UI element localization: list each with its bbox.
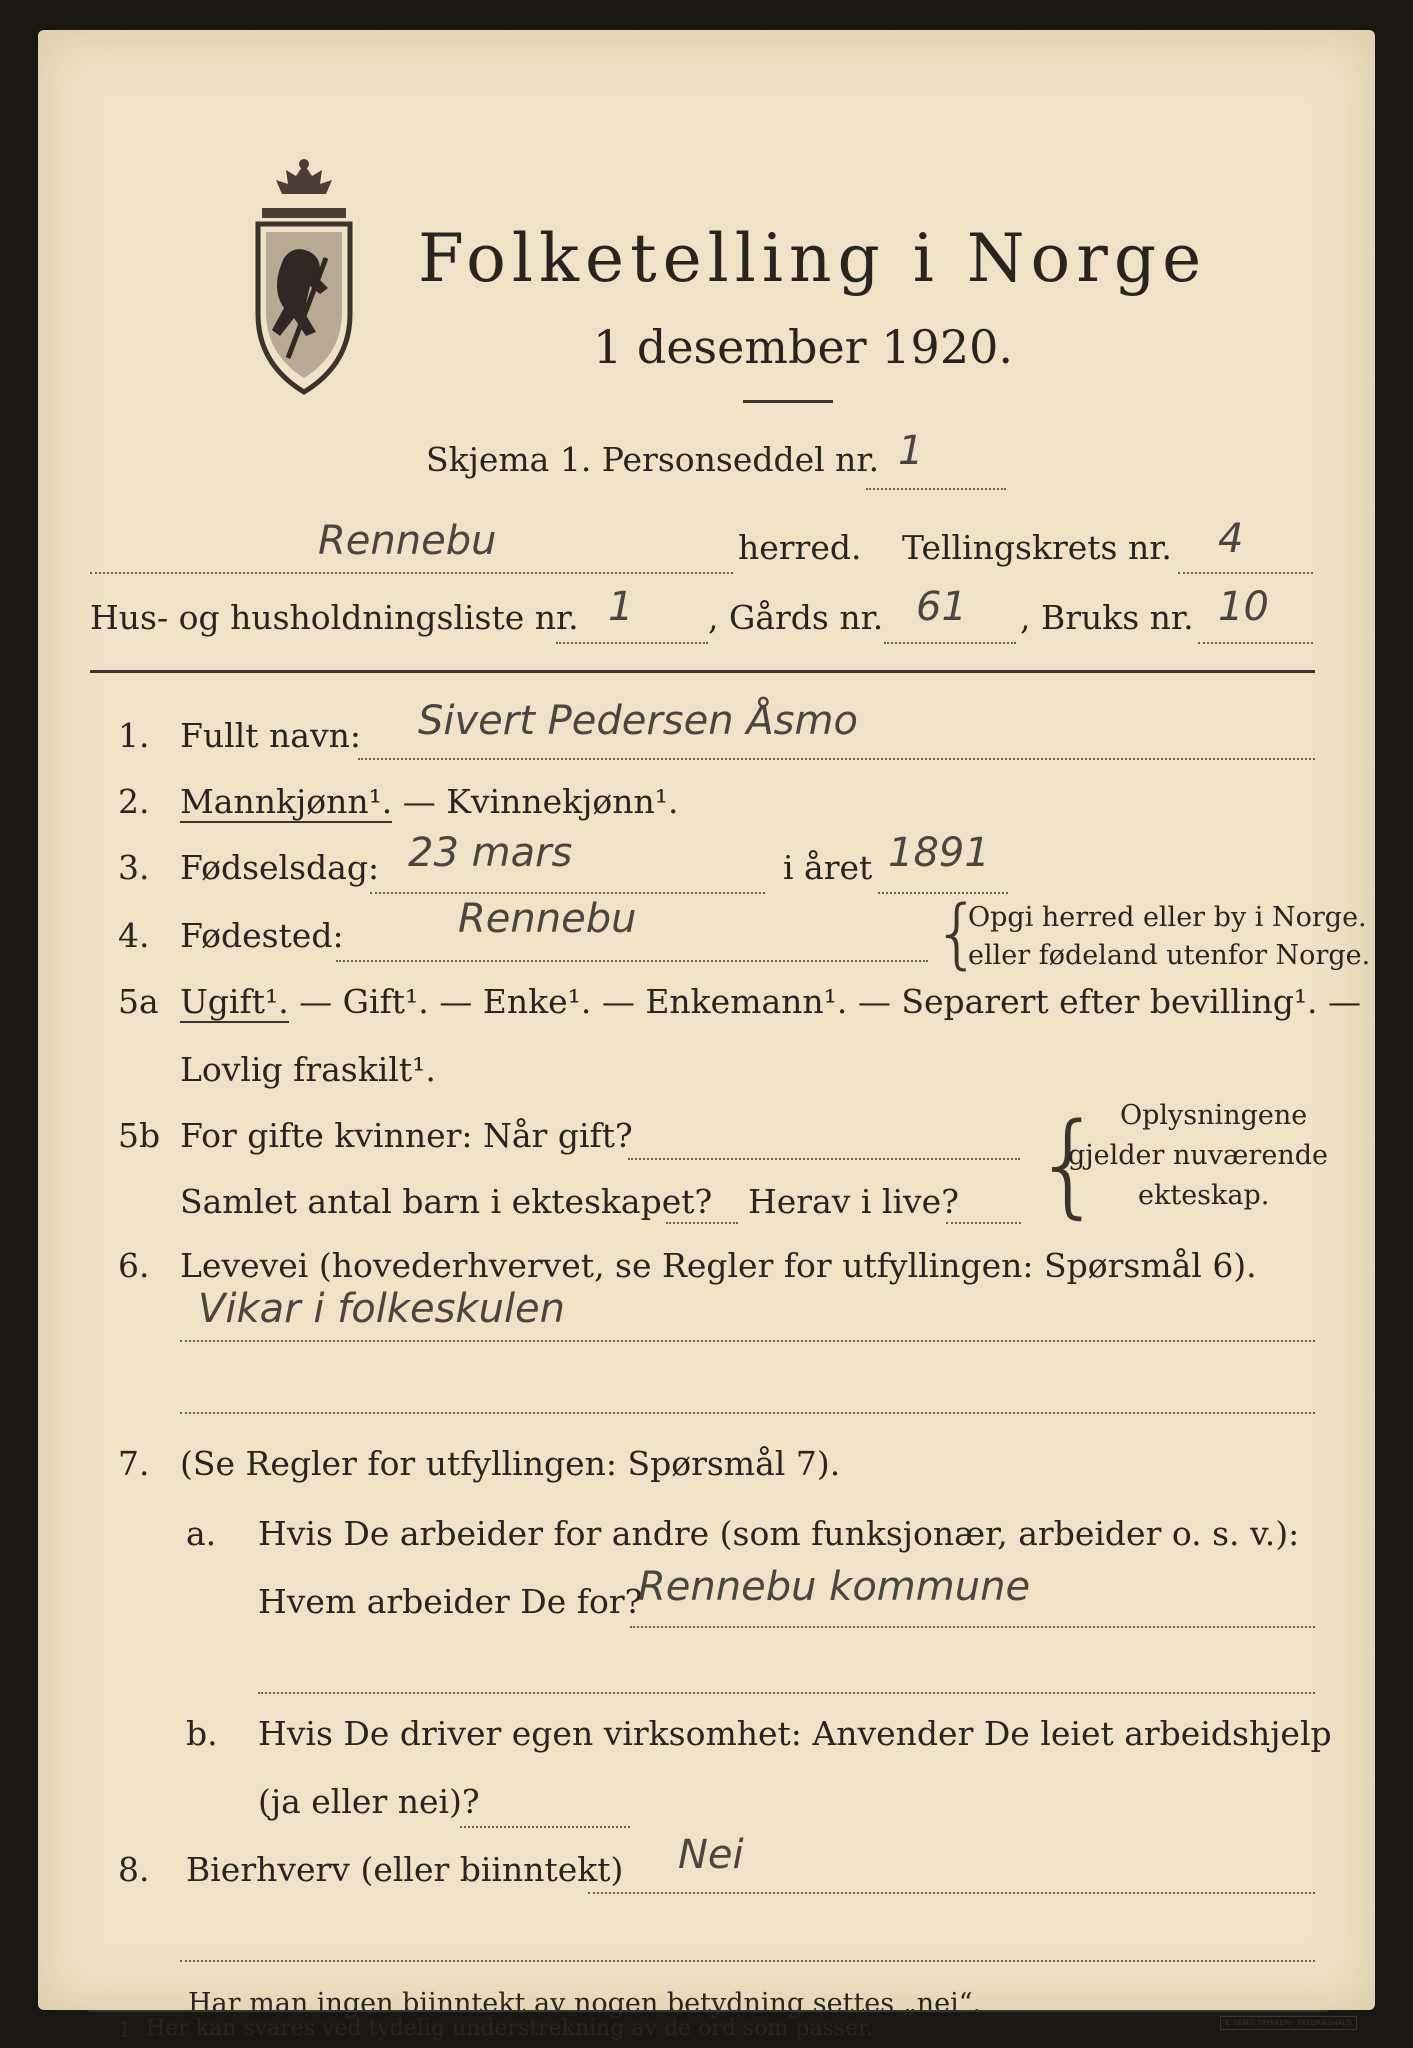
full-name-value: Sivert Pedersen Åsmo [418,698,858,744]
herred-label: herred. [738,528,862,567]
hus-value: 1 [608,584,634,630]
biinntekt-note: Har man ingen biinntekt av nogen betydning settes „nei“. [188,1988,982,2019]
q5b-brace: { [1033,1100,1105,1230]
title-divider [743,400,833,403]
q6-number: 6. [118,1246,150,1285]
q8-label: Bierhverv (eller biinntekt) [186,1850,624,1889]
q2-number: 2. [118,782,150,821]
q4-number: 4. [118,916,150,955]
census-form [38,30,1375,2019]
q7a-question: Hvem arbeider De for? [258,1582,643,1621]
hired-help-field[interactable] [460,1826,630,1828]
census-date: 1 desember 1920. [593,320,1013,374]
q4-brace: { [933,888,982,977]
bruks-value: 10 [1218,584,1269,630]
employer-field[interactable] [630,1626,1315,1628]
lovlig-fraskilt-option[interactable]: Lovlig fraskilt¹. [180,1050,436,1089]
side-income-value: Nei [678,1832,744,1878]
q7a-number: a. [186,1514,217,1553]
q2-separator: — [392,782,447,821]
bruks-field[interactable] [1198,642,1313,644]
herred-value: Rennebu [318,518,497,564]
personseddel-value: 1 [898,428,924,474]
q5b-note-2: gjelder nuværende [1068,1140,1328,1171]
other-status-options[interactable]: — Gift¹. — Enke¹. — Enkemann¹. — Separert efter bevilling¹. — [288,982,1362,1021]
married-date-field[interactable] [628,1158,1020,1160]
hus-field[interactable] [556,642,708,644]
q4-note-1: Opgi herred eller by i Norge. [968,902,1367,933]
q1-label: Fullt navn: [180,716,361,755]
q1-number: 1. [118,716,150,755]
tellingskrets-field[interactable] [1178,572,1313,574]
occupation-value: Vikar i folkeskulen [198,1286,566,1332]
birthday-value: 23 mars [408,830,573,876]
q7a-text: Hvis De arbeider for andre (som funksjonær, arbeider o. s. v.): [258,1514,1300,1553]
q7b-number: b. [186,1714,218,1753]
q5b-note-3: ekteskap. [1138,1180,1270,1211]
employer-field-2[interactable] [258,1692,1315,1694]
q5b-label-alive: Herav i live? [748,1182,959,1221]
footnote-mark: 1 [118,2018,132,2042]
q7b-question: (ja eller nei)? [258,1782,480,1821]
q6-label: Levevei (hovederhvervet, se Regler for utfyllingen: Spørsmål 6). [180,1246,1257,1285]
herred-field[interactable] [90,572,733,574]
q7-label: (Se Regler for utfyllingen: Spørsmål 7). [180,1444,841,1483]
occupation-field-1[interactable] [180,1340,1315,1342]
bruks-label: , Bruks nr. [1020,598,1194,637]
gards-field[interactable] [884,642,1016,644]
coat-of-arms-emblem [248,158,360,398]
tellingskrets-value: 4 [1218,516,1244,562]
q4-note-2: eller fødeland utenfor Norge. [968,940,1371,971]
side-income-field[interactable] [588,1892,1315,1894]
footnote-rule [88,2010,1328,2012]
personseddel-field[interactable] [866,488,1006,490]
q5b-note-1: Oplysningene [1120,1100,1308,1131]
gards-value: 61 [916,584,967,630]
birth-year-value: 1891 [888,830,990,876]
birthplace-field[interactable] [336,960,928,962]
children-alive-field[interactable] [946,1222,1021,1224]
hus-label: Hus- og husholdningsliste nr. [90,598,579,637]
birthplace-value: Rennebu [458,896,637,942]
full-name-field[interactable] [358,758,1315,760]
skjema-label: Skjema 1. Personseddel nr. [426,440,880,479]
male-option[interactable]: Mannkjønn¹. [180,782,393,821]
q4-label: Fødested: [180,916,344,955]
header-rule [90,670,1315,673]
q8-number: 8. [118,1850,150,1889]
q3-year-label: i året [783,848,873,887]
q5b-label-married: For gifte kvinner: Når gift? [180,1116,633,1155]
tellingskrets-label: Tellingskrets nr. [902,528,1172,567]
q7-number: 7. [118,1444,150,1483]
employer-value: Rennebu kommune [638,1564,1031,1610]
footnote-text: Her kan svares ved tydelig understrekning av de ord som passer. [146,2016,874,2041]
birthday-field[interactable] [370,892,765,894]
occupation-field-2[interactable] [180,1412,1315,1414]
q5a-number: 5a [118,982,159,1021]
q5b-label-children: Samlet antal barn i ekteskapet? [180,1182,713,1221]
printer-stamp: E. SEM'S TRYKKERI · FREDRIKSHALD [1220,2016,1357,2030]
q7b-text: Hvis De driver egen virksomhet: Anvender De leiet arbeidshjelp [258,1714,1332,1753]
form-title: Folketelling i Norge [418,220,1208,297]
children-count-field[interactable] [666,1222,738,1224]
q3-label: Fødselsdag: [180,848,380,887]
q5a-status [180,982,1361,1021]
ugift-option[interactable]: Ugift¹. [180,982,289,1021]
q3-number: 3. [118,848,150,887]
female-option[interactable]: Kvinnekjønn¹. [446,782,679,821]
q2-sex [180,782,679,821]
gards-label: , Gårds nr. [708,598,884,637]
q5b-number: 5b [118,1116,161,1155]
side-income-field-2[interactable] [180,1960,1315,1962]
